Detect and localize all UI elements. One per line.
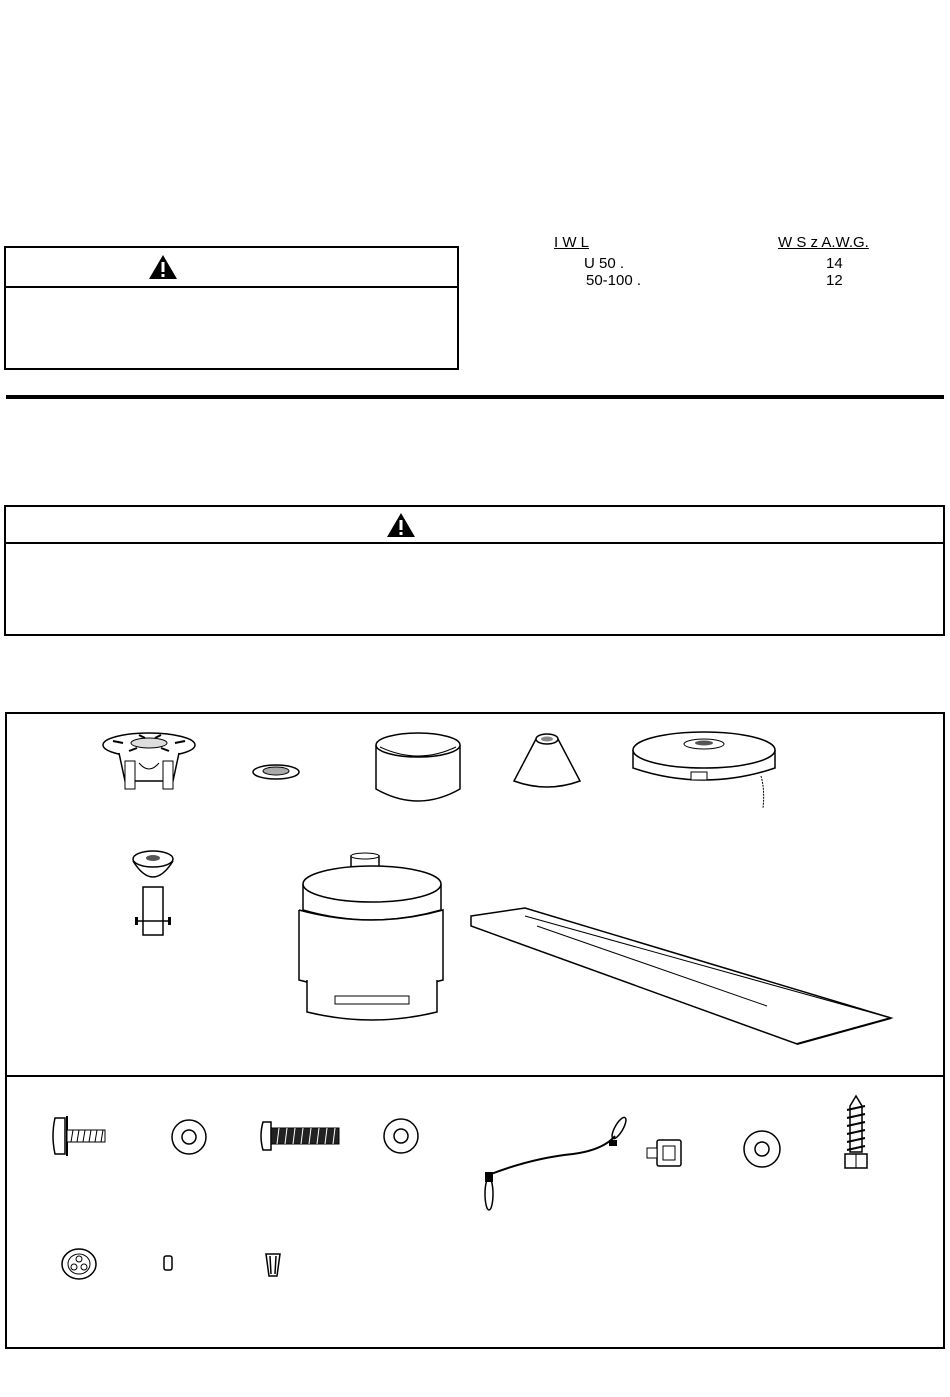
- table-row-gauge: 12: [826, 272, 843, 289]
- canopy-cover-icon: [372, 731, 464, 805]
- section-divider: [6, 395, 944, 399]
- wood-screw-icon: [839, 1094, 873, 1172]
- table-row-length: U 50 .: [584, 255, 625, 272]
- warning-header: [6, 248, 457, 288]
- wire-nut-icon: [263, 1252, 283, 1278]
- fan-blade-icon: [467, 904, 897, 1049]
- warning-header: [6, 507, 943, 544]
- clip-icon: [643, 1134, 693, 1172]
- motor-assembly-icon: [297, 854, 447, 1024]
- table-row-gauge: 14: [826, 255, 843, 272]
- ring-icon: [251, 762, 301, 782]
- connector-icon: [161, 1254, 175, 1274]
- washer-icon: [381, 1116, 421, 1156]
- safety-cable-icon: [473, 1118, 633, 1214]
- table-header-gauge: W S z A.W.G.: [778, 234, 869, 251]
- warning-box-small: [4, 246, 459, 370]
- warning-box-large: [4, 505, 945, 636]
- balancing-kit-icon: [59, 1246, 99, 1282]
- table-header-length: I W L: [554, 234, 590, 251]
- washer-icon: [741, 1128, 783, 1170]
- switch-housing-icon: [629, 728, 779, 814]
- blade-screw-icon: [51, 1112, 111, 1160]
- parts-diagram-box: [5, 712, 945, 1349]
- warning-triangle-icon: [148, 254, 178, 280]
- parts-divider: [7, 1075, 943, 1077]
- washer-icon: [169, 1117, 209, 1157]
- coupling-cover-icon: [512, 731, 582, 791]
- mounting-bracket-icon: [99, 731, 199, 793]
- warning-triangle-icon: [386, 512, 416, 538]
- downrod-icon: [125, 847, 181, 937]
- bolt-icon: [259, 1116, 343, 1156]
- table-row-length: 50-100 .: [586, 272, 642, 289]
